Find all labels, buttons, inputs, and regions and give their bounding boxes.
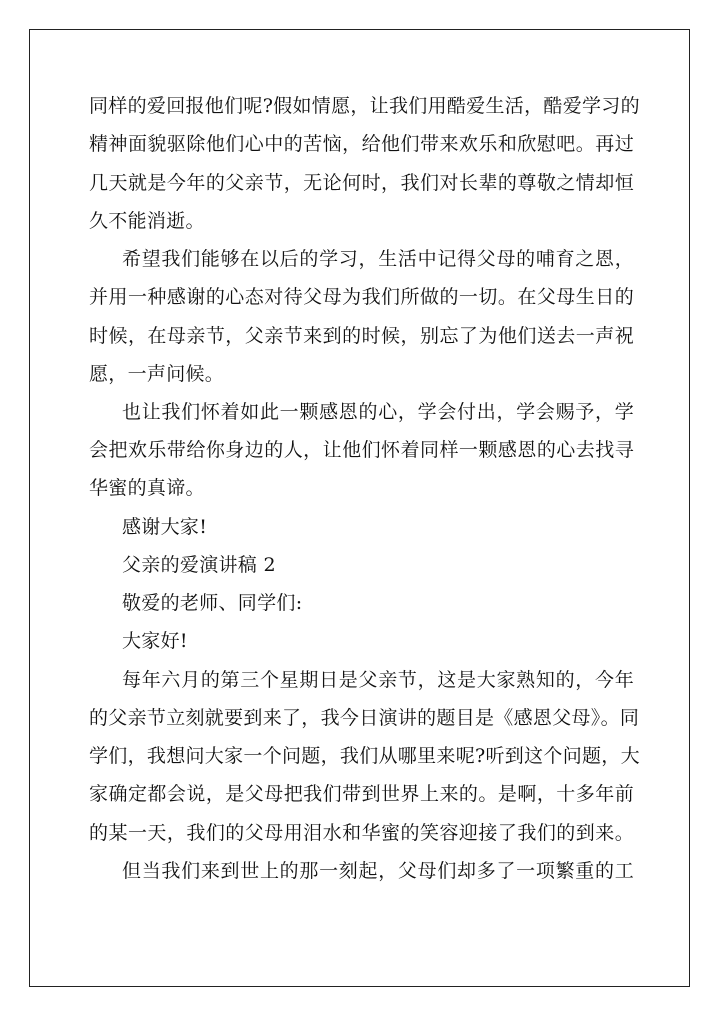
text-line: 华蜜的真谛。 bbox=[89, 477, 205, 499]
text-line: 感谢大家! bbox=[122, 516, 208, 538]
greeting: 大家好! bbox=[122, 630, 188, 652]
text-line: 每年六月的第三个星期日是父亲节，这是大家熟知的，今年 bbox=[122, 669, 634, 691]
text-line: 会把欢乐带给你身边的人，让他们怀着同样一颗感恩的心去找寻 bbox=[89, 439, 634, 461]
salutation: 敬爱的老师、同学们: bbox=[122, 592, 303, 614]
text-line: 精神面貌驱除他们心中的苦恼，给他们带来欢乐和欣慰吧。再过 bbox=[89, 133, 634, 155]
text-line: 并用一种感谢的心态对待父母为我们所做的一切。在父母生日的 bbox=[89, 286, 634, 308]
text-line: 久不能消逝。 bbox=[89, 210, 205, 232]
text-line: 希望我们能够在以后的学习，生活中记得父母的哺育之恩， bbox=[122, 248, 634, 270]
text-line: 时候，在母亲节，父亲节来到的时候，别忘了为他们送去一声祝 bbox=[89, 325, 634, 347]
text-line: 学们，我想问大家一个问题，我们从哪里来呢?听到这个问题，大 bbox=[89, 745, 640, 767]
text-line: 同样的爱回报他们呢?假如情愿，让我们用酷爱生活，酷爱学习的 bbox=[89, 95, 640, 117]
text-line: 家确定都会说，是父母把我们带到世界上来的。是啊，十多年前 bbox=[89, 783, 634, 805]
text-line: 的父亲节立刻就要到来了，我今日演讲的题目是《感恩父母》。同 bbox=[89, 707, 640, 729]
text-line: 的某一天，我们的父母用泪水和华蜜的笑容迎接了我们的到来。 bbox=[89, 822, 634, 844]
text-line: 几天就是今年的父亲节，无论何时，我们对长辈的尊敬之情却恒 bbox=[89, 172, 634, 194]
text-line: 但当我们来到世上的那一刻起，父母们却多了一项繁重的工 bbox=[122, 860, 634, 882]
section-title: 父亲的爱演讲稿 2 bbox=[122, 554, 276, 576]
text-line: 愿，一声问候。 bbox=[89, 363, 225, 385]
text-line: 也让我们怀着如此一颗感恩的心，学会付出，学会赐予，学 bbox=[122, 401, 634, 423]
